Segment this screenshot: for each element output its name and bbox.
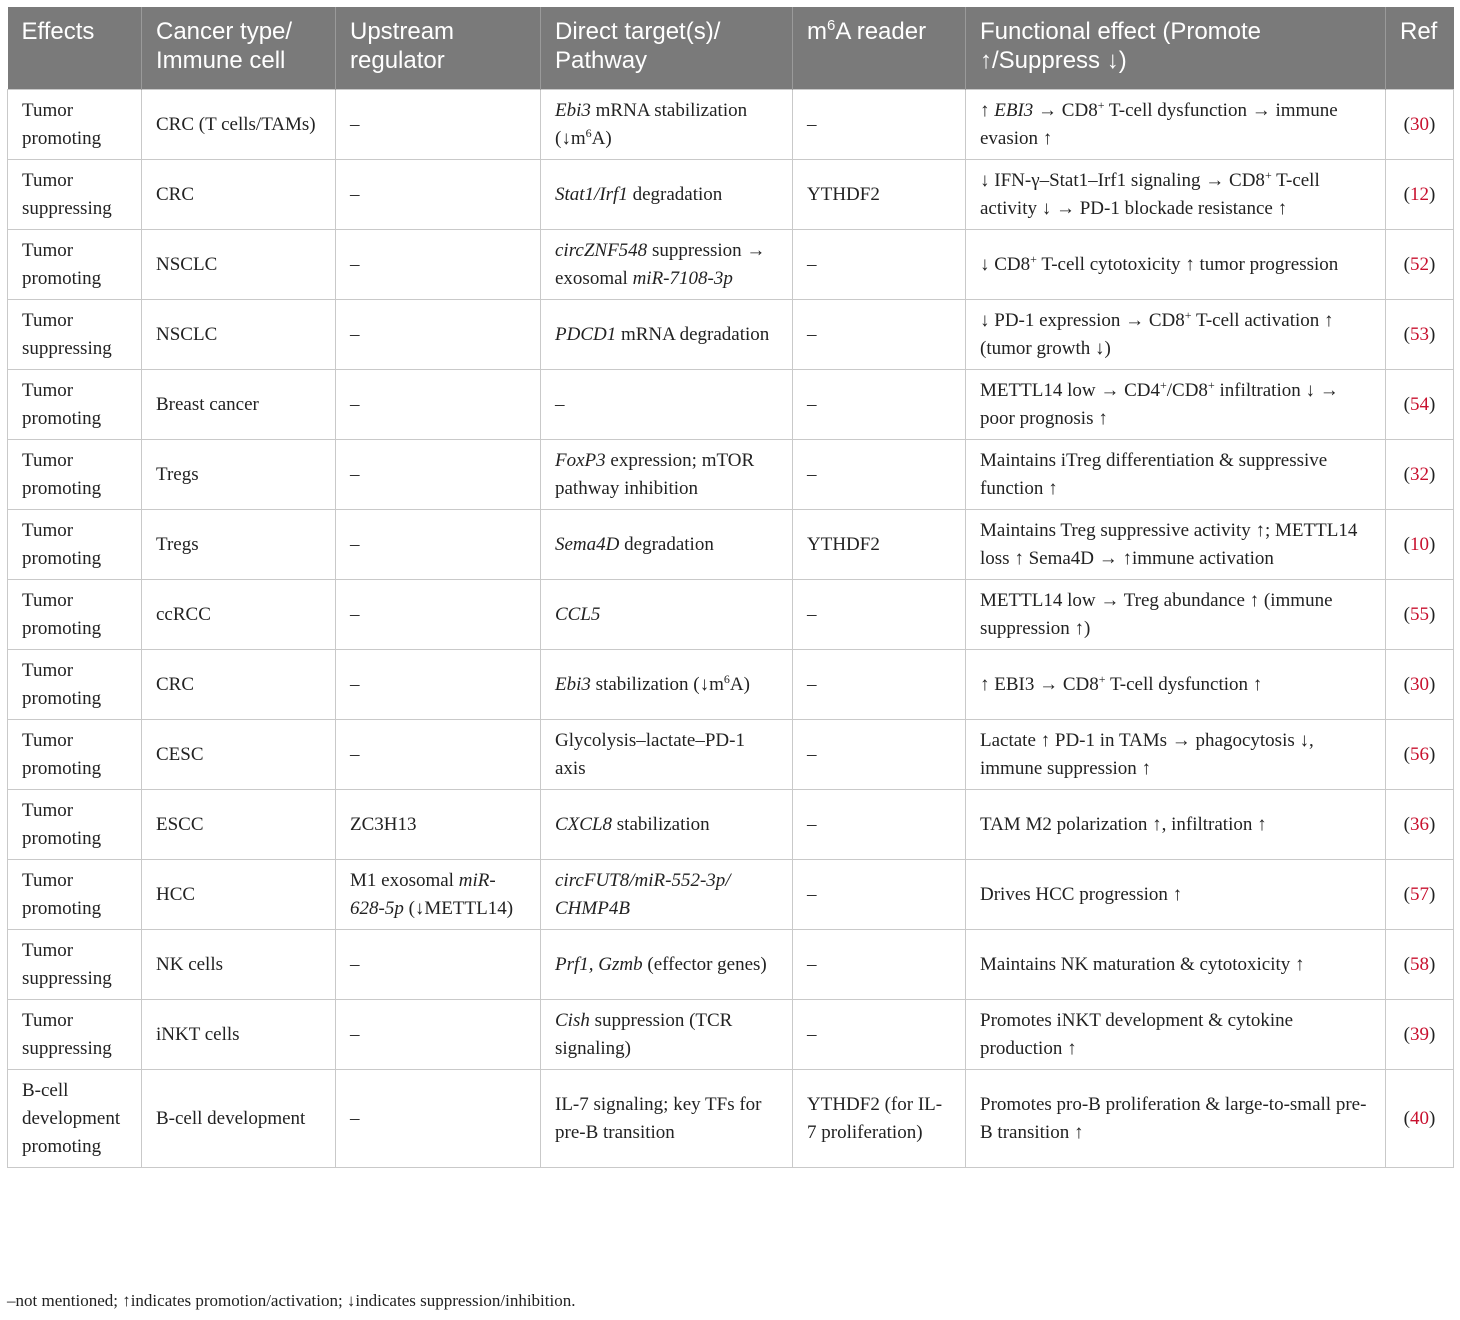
cancer-type-cell: iNKT cells bbox=[142, 1000, 336, 1070]
header-upstream-regulator: Upstream regulator bbox=[336, 7, 541, 90]
effects-cell: Tumor promoting bbox=[8, 370, 142, 440]
functional-effect-cell: Maintains NK maturation & cytotoxicity ↑ bbox=[966, 930, 1386, 1000]
ref-link[interactable]: 39 bbox=[1410, 1024, 1429, 1045]
upstream-regulator-cell: – bbox=[336, 930, 541, 1000]
effects-cell: Tumor promoting bbox=[8, 90, 142, 160]
ref-cell: (36) bbox=[1386, 790, 1454, 860]
upstream-regulator-cell: – bbox=[336, 300, 541, 370]
upstream-regulator-cell: – bbox=[336, 90, 541, 160]
upstream-regulator-cell: ZC3H13 bbox=[336, 790, 541, 860]
table-body bbox=[8, 90, 1454, 1168]
direct-target-cell: Ebi3 stabilization $(↓m^6A)$ bbox=[541, 650, 793, 720]
functional-effect-cell: Drives HCC progression ↑ bbox=[966, 860, 1386, 930]
functional-effect-cell: Promotes iNKT development & cytokine production ↑ bbox=[966, 1000, 1386, 1070]
functional-effect-cell: Promotes pro-B proliferation & large-to-small pre-B transition ↑ bbox=[966, 1070, 1386, 1168]
table-row bbox=[8, 440, 1454, 510]
m6a-reader-cell: – bbox=[793, 580, 966, 650]
ref-link[interactable]: 57 bbox=[1410, 884, 1429, 905]
effects-cell: Tumor promoting bbox=[8, 860, 142, 930]
data-table bbox=[7, 7, 1454, 1168]
direct-target-cell: PDCD1 mRNA degradation bbox=[541, 300, 793, 370]
cancer-type-cell: CRC bbox=[142, 160, 336, 230]
functional-effect-cell: METTL14 low → CD4+/CD8+ infiltration ↓ → poor prognosis ↑ bbox=[966, 370, 1386, 440]
cancer-type-cell: CESC bbox=[142, 720, 336, 790]
header-m6a-reader: $m^6A$ reader bbox=[793, 7, 966, 90]
cancer-type-cell: NSCLC bbox=[142, 230, 336, 300]
ref-cell: (56) bbox=[1386, 720, 1454, 790]
cancer-type-cell: ccRCC bbox=[142, 580, 336, 650]
functional-effect-cell: ↑ EBI3 → CD8+ T-cell dysfunction → immune evasion ↑ bbox=[966, 90, 1386, 160]
table-row bbox=[8, 860, 1454, 930]
ref-cell: (32) bbox=[1386, 440, 1454, 510]
ref-link[interactable]: 55 bbox=[1410, 604, 1429, 625]
ref-cell: (30) bbox=[1386, 90, 1454, 160]
cancer-type-cell: CRC bbox=[142, 650, 336, 720]
m6a-reader-cell: – bbox=[793, 440, 966, 510]
m6a-reader-cell: – bbox=[793, 930, 966, 1000]
ref-cell: (53) bbox=[1386, 300, 1454, 370]
direct-target-cell: Sema4D degradation bbox=[541, 510, 793, 580]
effects-cell: Tumor promoting bbox=[8, 720, 142, 790]
cancer-type-cell: Tregs bbox=[142, 510, 336, 580]
ref-cell: (10) bbox=[1386, 510, 1454, 580]
functional-effect-cell: ↓ IFN-γ–Stat1–Irf1 signaling → CD8+ T-cell activity ↓ → PD-1 blockade resistance ↑ bbox=[966, 160, 1386, 230]
functional-effect-cell: Maintains iTreg differentiation & suppressive function ↑ bbox=[966, 440, 1386, 510]
effects-cell: Tumor suppressing bbox=[8, 1000, 142, 1070]
table-container bbox=[7, 7, 1453, 1168]
header-effects: Effects bbox=[8, 7, 142, 90]
table-row bbox=[8, 930, 1454, 1000]
upstream-regulator-cell: – bbox=[336, 1000, 541, 1070]
cancer-type-cell: NK cells bbox=[142, 930, 336, 1000]
effects-cell: Tumor promoting bbox=[8, 790, 142, 860]
header-ref: Ref bbox=[1386, 7, 1454, 90]
cancer-type-cell: Tregs bbox=[142, 440, 336, 510]
ref-link[interactable]: 30 bbox=[1410, 674, 1429, 695]
functional-effect-cell: ↓ CD8+ T-cell cytotoxicity ↑ tumor progression bbox=[966, 230, 1386, 300]
m6a-reader-cell: – bbox=[793, 860, 966, 930]
direct-target-cell: IL-7 signaling; key TFs for pre-B transition bbox=[541, 1070, 793, 1168]
ref-cell: (12) bbox=[1386, 160, 1454, 230]
ref-link[interactable]: 53 bbox=[1410, 324, 1429, 345]
cancer-type-cell: CRC (T cells/TAMs) bbox=[142, 90, 336, 160]
upstream-regulator-cell: – bbox=[336, 160, 541, 230]
direct-target-cell: circZNF548 suppression → exosomal miR-7108-3p bbox=[541, 230, 793, 300]
m6a-reader-cell: YTHDF2 (for IL-7 proliferation) bbox=[793, 1070, 966, 1168]
upstream-regulator-cell: – bbox=[336, 510, 541, 580]
m6a-reader-cell: YTHDF2 bbox=[793, 510, 966, 580]
table-row bbox=[8, 160, 1454, 230]
direct-target-cell: Prf1, Gzmb (effector genes) bbox=[541, 930, 793, 1000]
m6a-reader-cell: – bbox=[793, 370, 966, 440]
effects-cell: Tumor suppressing bbox=[8, 930, 142, 1000]
ref-cell: (40) bbox=[1386, 1070, 1454, 1168]
effects-cell: Tumor promoting bbox=[8, 650, 142, 720]
direct-target-cell: CXCL8 stabilization bbox=[541, 790, 793, 860]
ref-link[interactable]: 54 bbox=[1410, 394, 1429, 415]
upstream-regulator-cell: – bbox=[336, 230, 541, 300]
ref-link[interactable]: 40 bbox=[1410, 1108, 1429, 1129]
direct-target-cell: Glycolysis–lactate–PD-1 axis bbox=[541, 720, 793, 790]
upstream-regulator-cell: M1 exosomal miR-628-5p (↓METTL14) bbox=[336, 860, 541, 930]
upstream-regulator-cell: – bbox=[336, 1070, 541, 1168]
effects-cell: Tumor promoting bbox=[8, 440, 142, 510]
ref-link[interactable]: 10 bbox=[1410, 534, 1429, 555]
ref-link[interactable]: 12 bbox=[1410, 184, 1429, 205]
cancer-type-cell: NSCLC bbox=[142, 300, 336, 370]
effects-cell: Tumor suppressing bbox=[8, 300, 142, 370]
upstream-regulator-cell: – bbox=[336, 650, 541, 720]
direct-target-cell: Stat1/Irf1 degradation bbox=[541, 160, 793, 230]
direct-target-cell: Ebi3 mRNA stabilization $(↓m^6A)$ bbox=[541, 90, 793, 160]
cancer-type-cell: B-cell development bbox=[142, 1070, 336, 1168]
ref-link[interactable]: 32 bbox=[1410, 464, 1429, 485]
functional-effect-cell: Maintains Treg suppressive activity ↑; METTL14 loss ↑ Sema4D → ↑immune activation bbox=[966, 510, 1386, 580]
direct-target-cell: circFUT8/miR-552-3p/ CHMP4B bbox=[541, 860, 793, 930]
header-functional-effect: Functional effect (Promote ↑/Suppress ↓) bbox=[966, 7, 1386, 90]
functional-effect-cell: TAM M2 polarization ↑, infiltration ↑ bbox=[966, 790, 1386, 860]
table-row bbox=[8, 1070, 1454, 1168]
ref-link[interactable]: 52 bbox=[1410, 254, 1429, 275]
m6a-reader-cell: – bbox=[793, 1000, 966, 1070]
direct-target-cell: Cish suppression (TCR signaling) bbox=[541, 1000, 793, 1070]
upstream-regulator-cell: – bbox=[336, 440, 541, 510]
m6a-reader-cell: – bbox=[793, 650, 966, 720]
effects-cell: B-cell development promoting bbox=[8, 1070, 142, 1168]
direct-target-cell: CCL5 bbox=[541, 580, 793, 650]
cancer-type-cell: HCC bbox=[142, 860, 336, 930]
effects-cell: Tumor promoting bbox=[8, 580, 142, 650]
upstream-regulator-cell: – bbox=[336, 580, 541, 650]
table-row bbox=[8, 790, 1454, 860]
effects-cell: Tumor promoting bbox=[8, 230, 142, 300]
ref-link[interactable]: 36 bbox=[1410, 814, 1429, 835]
table-footnote: –not mentioned; ↑indicates promotion/activation; ↓indicates suppression/inhibition. bbox=[7, 1291, 576, 1310]
header-row bbox=[8, 7, 1454, 90]
functional-effect-cell: ↑ EBI3 → CD8+ T-cell dysfunction ↑ bbox=[966, 650, 1386, 720]
direct-target-cell: FoxP3 expression; mTOR pathway inhibition bbox=[541, 440, 793, 510]
table-row bbox=[8, 510, 1454, 580]
m6a-reader-cell: – bbox=[793, 90, 966, 160]
effects-cell: Tumor promoting bbox=[8, 510, 142, 580]
table-row bbox=[8, 370, 1454, 440]
table-row bbox=[8, 230, 1454, 300]
m6a-reader-cell: – bbox=[793, 230, 966, 300]
cancer-type-cell: ESCC bbox=[142, 790, 336, 860]
ref-cell: (57) bbox=[1386, 860, 1454, 930]
m6a-reader-cell: – bbox=[793, 300, 966, 370]
header-cancer-type: Cancer type/ Immune cell bbox=[142, 7, 336, 90]
m6a-reader-cell: – bbox=[793, 790, 966, 860]
functional-effect-cell: ↓ PD-1 expression → CD8+ T-cell activation ↑ (tumor growth ↓) bbox=[966, 300, 1386, 370]
ref-cell: (52) bbox=[1386, 230, 1454, 300]
m6a-reader-cell: YTHDF2 bbox=[793, 160, 966, 230]
effects-cell: Tumor suppressing bbox=[8, 160, 142, 230]
ref-link[interactable]: 58 bbox=[1410, 954, 1429, 975]
upstream-regulator-cell: – bbox=[336, 720, 541, 790]
ref-link[interactable]: 30 bbox=[1410, 114, 1429, 135]
ref-cell: (58) bbox=[1386, 930, 1454, 1000]
ref-link[interactable]: 56 bbox=[1410, 744, 1429, 765]
ref-cell: (54) bbox=[1386, 370, 1454, 440]
cancer-type-cell: Breast cancer bbox=[142, 370, 336, 440]
direct-target-cell: – bbox=[541, 370, 793, 440]
table-row bbox=[8, 1000, 1454, 1070]
ref-cell: (55) bbox=[1386, 580, 1454, 650]
table-row bbox=[8, 300, 1454, 370]
table-row bbox=[8, 580, 1454, 650]
m6a-reader-cell: – bbox=[793, 720, 966, 790]
table-row bbox=[8, 90, 1454, 160]
ref-cell: (39) bbox=[1386, 1000, 1454, 1070]
header-direct-target: Direct target(s)/ Pathway bbox=[541, 7, 793, 90]
table-row bbox=[8, 650, 1454, 720]
upstream-regulator-cell: – bbox=[336, 370, 541, 440]
ref-cell: (30) bbox=[1386, 650, 1454, 720]
table-row bbox=[8, 720, 1454, 790]
functional-effect-cell: METTL14 low → Treg abundance ↑ (immune suppression ↑) bbox=[966, 580, 1386, 650]
functional-effect-cell: Lactate ↑ PD-1 in TAMs → phagocytosis ↓, immune suppression ↑ bbox=[966, 720, 1386, 790]
